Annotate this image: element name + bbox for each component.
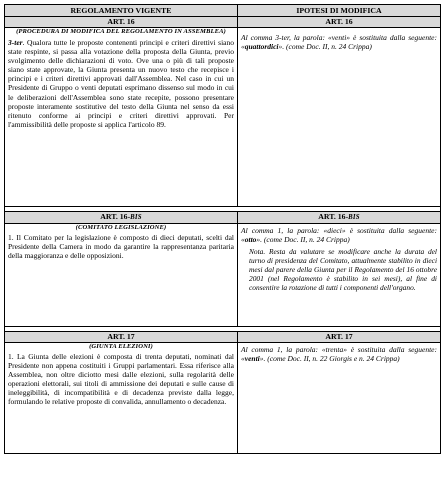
art16bis-right-cell (238, 224, 441, 327)
art16bis-left-title-suffix: BIS (130, 214, 142, 221)
table-header-row (5, 5, 441, 17)
art17-right-text-2: ». (come Doc. II, n. 22 Giorgis e n. 24 Crippa) (259, 354, 400, 364)
art16-left-cell (5, 28, 238, 207)
art16-right-text-2: ». (come Doc. II, n. 24 Crippa) (278, 42, 372, 52)
art16-right-text-block (241, 33, 437, 51)
art16-right-text-1: Al comma 3-ter, la parola: «venti» è sostituita dalla seguente: « (241, 33, 437, 52)
art16-comma-prefix: 3-ter (8, 38, 23, 47)
art16bis-right-title-suffix: BIS (348, 214, 360, 221)
art16bis-right-title: ART. 16-BIS (238, 212, 441, 224)
art16-left-text: . Qualora tutte le proposte contenenti principi e criteri direttivi siano state respinte, si passa alla votazione della proposta della Giunta, previo svolgimento delle dichiarazioni di voto. Ove una o più di tali proposte siano state approvate, la Giunta presenta un nuovo testo che recepisce i principi e i criteri direttivi approvati dall'Assemblea. Nel caso in cui un Presidente di Gruppo o venti deputati esprimano dissenso sul modo in cui le deliberazioni dell'Assemblea sono state recepite, possono presentare proposte interamente sostitutive del testo della Giunta nel senso da essi ritenuto conforme ai principi e criteri direttivi approvati. Per l'ammissibilità delle proposte si applica l'articolo 89. (8, 38, 234, 129)
art16bis-left-text: 1. Il Comitato per la legislazione è composto di dieci deputati, scelti dal Presidente della Camera in modo da garantire la rappresentanza paritaria della maggioranza e delle opposizioni. (8, 233, 234, 261)
section-art17-content-row (5, 343, 441, 454)
art17-left-cell (5, 343, 238, 454)
section-art16-content-row (5, 28, 441, 207)
art16-left-title: ART. 16 (5, 17, 238, 28)
art16bis-left-title: ART. 16-BIS (5, 212, 238, 224)
art16bis-subtitle: (COMITATO LEGISLAZIONE) (75, 224, 167, 231)
section-art17-title-row (5, 332, 441, 343)
art16-right-bold: quattordici (244, 42, 279, 52)
art16-subtitle: (PROCEDURA DI MODIFICA DEL REGOLAMENTO IN ASSEMBLEA) (16, 28, 226, 35)
document-page (4, 4, 440, 454)
art17-left-title: ART. 17 (5, 332, 238, 343)
art17-right-text-block (241, 345, 437, 363)
art16bis-right-text-1: Al comma 1, la parola: «dieci» è sostituita dalla seguente: « (241, 226, 437, 245)
art17-right-text-1: Al comma 1, la parola: «trenta» è sostituita dalla seguente: « (241, 345, 437, 364)
comparison-table (4, 4, 441, 454)
art16-right-title: ART. 16 (238, 17, 441, 28)
art17-right-title: ART. 17 (238, 332, 441, 343)
art16-left-text-block (8, 38, 234, 129)
art16bis-right-text-2: ». (come Doc. II, n. 24 Crippa) (256, 235, 350, 245)
art17-left-text: 1. La Giunta delle elezioni è composta di trenta deputati, nominati dal Presidente non appena costituiti i Gruppi parlamentari. Essa riferisce alla Assemblea, non oltre diciotto mesi dalle elezioni, sulla regolarità delle operazioni elettorali, sui titoli di ammissione dei deputati e sulle cause di ineleggibilità, di incompatibilità e di decadenza previste dalla legge, formulando le relative proposte di convalida, annullamento o decadenza. (8, 352, 234, 407)
art16bis-right-text-block (241, 226, 437, 244)
art16bis-left-cell (5, 224, 238, 327)
header-left: REGOLAMENTO VIGENTE (5, 5, 238, 17)
art16bis-right-bold: otto (244, 235, 257, 245)
art17-right-bold: venti (244, 354, 260, 364)
art17-right-cell (238, 343, 441, 454)
section-art16bis-title-row (5, 212, 441, 224)
header-right: IPOTESI DI MODIFICA (238, 5, 441, 17)
art16-right-cell (238, 28, 441, 207)
art17-subtitle: (GIUNTA ELEZIONI) (89, 343, 153, 350)
section-art16bis-content-row (5, 224, 441, 327)
section-art16-title-row (5, 17, 441, 28)
art16bis-note: Nota. Resta da valutare se modificare anche la durata del turno di presidenza del Comitato, attualmente stabilito in dieci mesi dal parere della Giunta per il Regolamento del 16 ottobre 2001 (nel Regolamento è stabilito in sei mesi), al fine di consentire la rotazione di tutti i componenti dell'organo. (249, 247, 437, 293)
